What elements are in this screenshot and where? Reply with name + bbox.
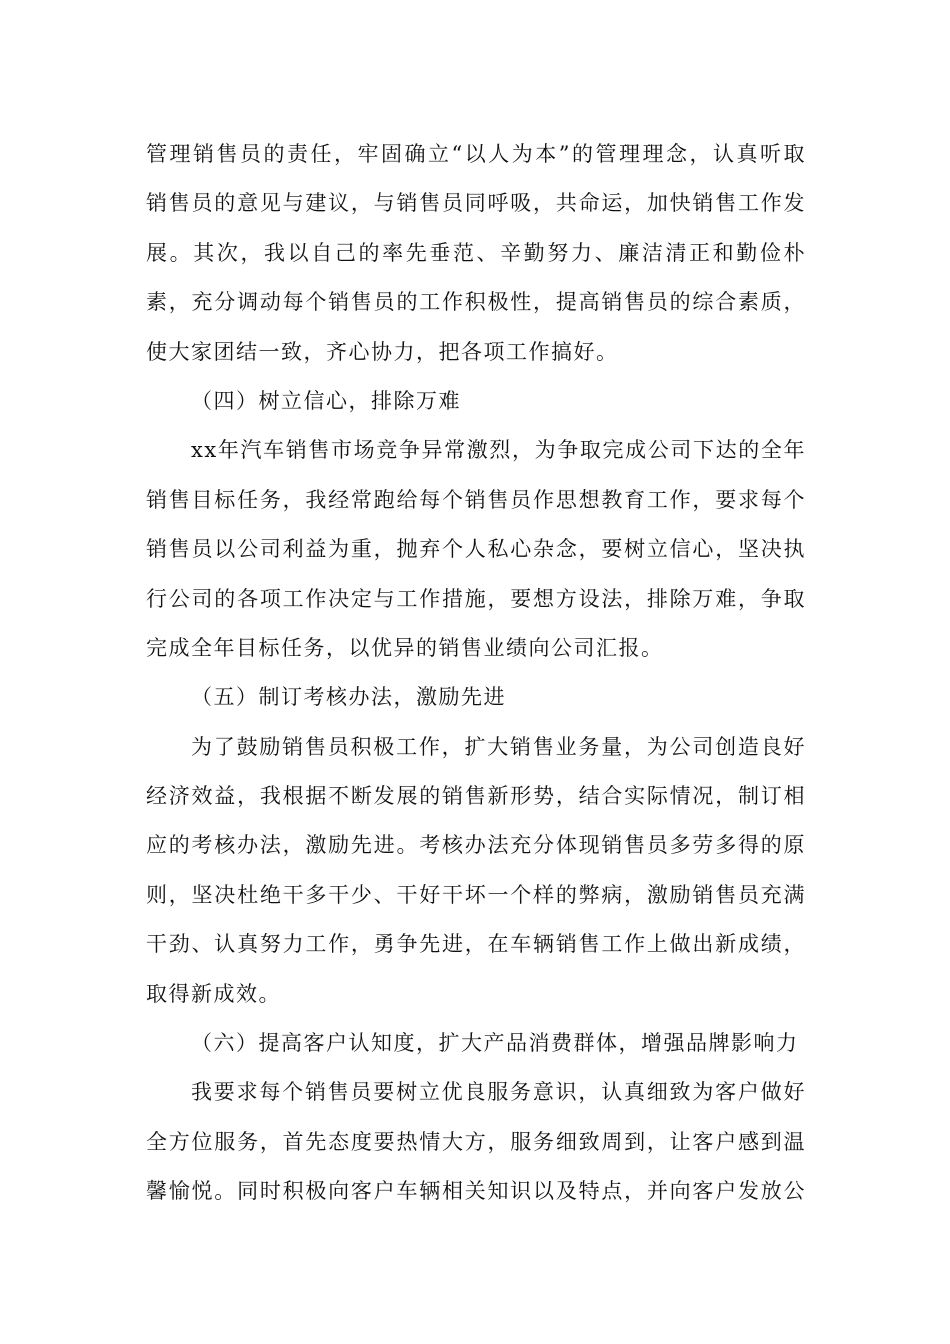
text-line: 完成全年目标任务，以优异的销售业绩向公司汇报。 xyxy=(146,635,664,660)
text-line: 为了鼓励销售员积极工作，扩大销售业务量，为公司创造良好 xyxy=(191,734,806,759)
text-line: 销售目标任务，我经常跑给每个销售员作思想教育工作，要求每个 xyxy=(146,487,806,512)
text-line: 我要求每个销售员要树立优良服务意识，认真细致为客户做好 xyxy=(191,1080,806,1105)
section-heading: （四）树立信心，排除万难 xyxy=(191,388,461,413)
text-line: 应的考核办法，激励先进。考核办法充分体现销售员多劳多得的原 xyxy=(146,833,806,858)
text-line: 全方位服务，首先态度要热情大方，服务细致周到，让客户感到温 xyxy=(146,1129,806,1154)
text-line: 行公司的各项工作决定与工作措施，要想方设法，排除万难，争取 xyxy=(146,586,806,611)
text-line: 管理销售员的责任，牢固确立“以人为本”的管理理念，认真听取 xyxy=(146,142,806,166)
text-line: 干劲、认真努力工作，勇争先进，在车辆销售工作上做出新成绩， xyxy=(146,932,806,957)
section-heading: （五）制订考核办法，激励先进 xyxy=(191,685,506,710)
text-line: 使大家团结一致，齐心协力，把各项工作搞好。 xyxy=(146,339,619,364)
text-line: 则，坚决杜绝干多干少、干好干坏一个样的弊病，激励销售员充满 xyxy=(146,882,806,907)
text-line: 经济效益，我根据不断发展的销售新形势，结合实际情况，制订相 xyxy=(146,784,806,809)
text-line: 销售员以公司利益为重，抛弃个人私心杂念，要树立信心，坚决执 xyxy=(146,537,806,562)
section-heading: （六）提高客户认知度，扩大产品消费群体，增强品牌影响力 xyxy=(191,1031,799,1056)
text-line: 销售员的意见与建议，与销售员同呼吸，共命运，加快销售工作发 xyxy=(146,191,806,216)
document-body xyxy=(146,130,806,1217)
text-line: 素，充分调动每个销售员的工作积极性，提高销售员的综合素质， xyxy=(146,290,806,315)
text-line: 展。其次，我以自己的率先垂范、辛勤努力、廉洁清正和勤俭朴 xyxy=(146,240,806,265)
text-line: xx年汽车销售市场竞争异常激烈，为争取完成公司下达的全年 xyxy=(191,438,806,463)
text-line: 取得新成效。 xyxy=(146,981,281,1006)
text-line: 馨愉悦。同时积极向客户车辆相关知识以及特点，并向客户发放公 xyxy=(146,1179,806,1204)
